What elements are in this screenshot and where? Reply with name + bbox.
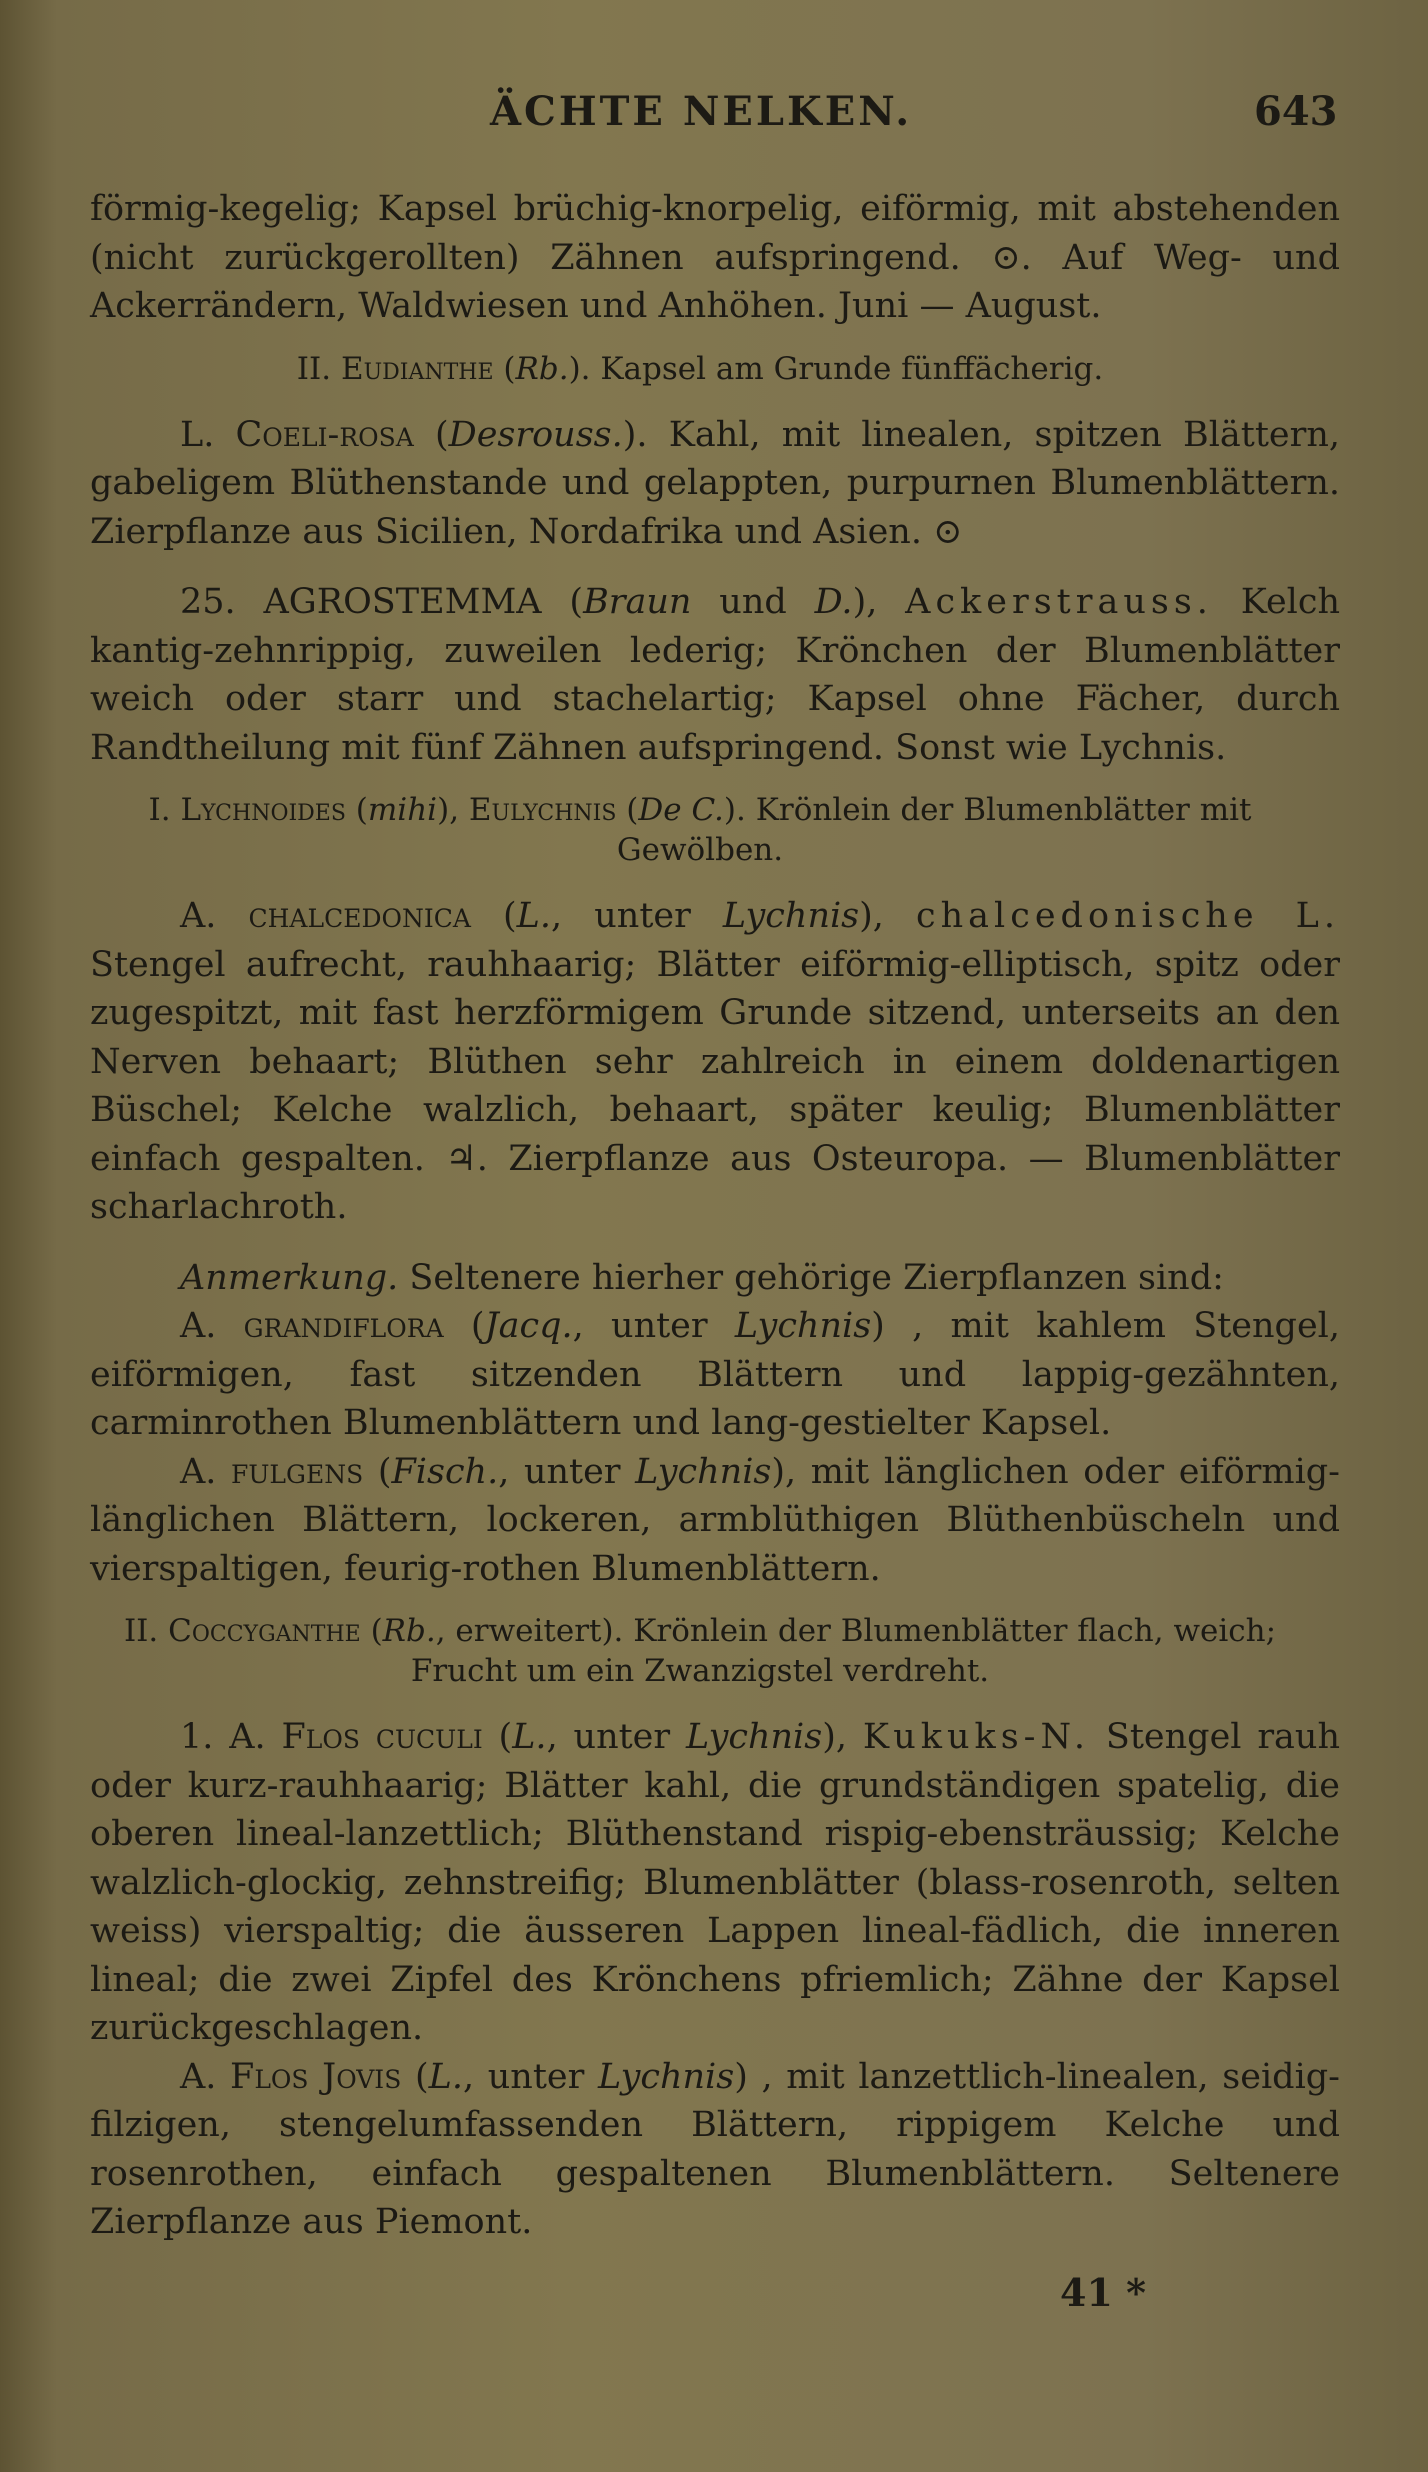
remark-label: Anmerkung.: [180, 1257, 399, 1298]
species-name: L. Coeli-rosa (: [180, 414, 449, 455]
author-abbrev: Rb.: [382, 1613, 436, 1649]
genus-name: 25. AGROSTEMMA (: [180, 582, 584, 622]
genus-ref: Lychnis: [685, 1717, 823, 1757]
author-abbrev: D.: [814, 582, 853, 622]
genus-ref: Lychnis: [722, 896, 860, 936]
entry-flos-jovis: [90, 2053, 1340, 2247]
page-header: [0, 88, 1428, 158]
entry-text: , unter: [546, 1717, 686, 1757]
author-abbrev: L.: [512, 1717, 547, 1757]
heading-text: II. Coccyganthe (: [123, 1613, 383, 1649]
species-name: A. fulgens (: [180, 1451, 392, 1492]
author-abbrev: Desrouss.: [448, 414, 623, 455]
author-abbrev: Fisch.: [391, 1451, 499, 1492]
author-abbrev: Jacq.: [484, 1306, 573, 1346]
genus-ref: Lychnis: [734, 1306, 872, 1346]
vernacular-name: Kukuks-N.: [862, 1717, 1091, 1757]
paragraph-continuation: förmig-kegelig; Kapsel brüchig-knorpelig, eiförmig, mit abstehenden (nicht zurückgerollten) Zähnen aufspringend. ⊙. Auf Weg- und Ackerrändern, Waldwiesen und Anhöhen. Juni — August.: [90, 189, 1340, 326]
vernacular-name: chalcedonische L.: [916, 896, 1341, 936]
entry-text: , unter: [572, 1306, 735, 1346]
species-name: A. Flos Jovis (: [180, 2056, 429, 2097]
entry-text: ) , mit kahlem Stengel, eiförmigen, fast sitzenden Blättern und lappig-gezähnten, carminrothen Blumenblättern und lang-gestielter Kapsel.: [90, 1306, 1340, 1443]
heading-text: ). Krönlein der Blumenblätter mit Gewölben.: [616, 792, 1252, 868]
species-name: A. grandiflora (: [180, 1306, 485, 1346]
genus-ref: Lychnis: [597, 2056, 735, 2097]
entry-text: ) , mit lanzettlich-linealen, seidig-filzigen, stengelumfassenden Blättern, rippigem Kelche und rosenrothen, einfach gespaltenen Blumenblättern. Seltenere Zierpflanze aus Piemont.: [90, 2056, 1340, 2242]
entry-text: ),: [852, 582, 906, 622]
author-abbrev: mihi: [367, 792, 438, 828]
entry-text: und: [691, 582, 815, 622]
entry-grandiflora: [90, 1302, 1340, 1448]
entry-text: Kelch kantig-zehnrippig, zuweilen lederig; Krönchen der Blumenblätter weich oder starr und stachelartig; Kapsel ohne Fächer, durch Randtheilung mit fünf Zähnen aufspringend. Sonst wie Lychnis.: [90, 582, 1341, 768]
entry-flos-cuculi: [90, 1713, 1340, 2053]
section-heading-eudianthe: [90, 349, 1310, 389]
running-title: ÄCHTE NELKEN.: [490, 88, 913, 135]
author-abbrev: Rb.: [515, 350, 569, 387]
entry-text: Stengel rauh oder kurz-rauhhaarig; Blätter kahl, die grundständigen spatelig, die oberen lineal-lanzettlich; Blüthenstand rispig-ebensträussig; Kelche walzlich-glockig, zehnstreifig; Blumenblätter (blass-rosenroth, selten weiss) vierspaltig; die äusseren Lappen lineal-fädlich, die inneren lineal; die zwei Zipfel des Krönchens pfriemlich; Zähne der Kapsel zurückgeschlagen.: [90, 1717, 1340, 2048]
vernacular-name: Ackerstrauss.: [905, 582, 1213, 622]
heading-text: II. Eudianthe (: [296, 350, 516, 387]
author-abbrev: Braun: [583, 582, 692, 622]
heading-text: ), Eulychnis (: [437, 792, 639, 828]
species-name: A. chalcedonica (: [180, 896, 517, 936]
entry-text: , unter: [498, 1451, 636, 1492]
author-abbrev: L.: [516, 896, 552, 936]
heading-text: ). Kapsel am Grunde fünffächerig.: [568, 350, 1104, 387]
author-abbrev: De C.: [638, 792, 724, 828]
heading-text: I. Lychnoides (: [148, 792, 368, 828]
entry-fulgens: [90, 1448, 1340, 1594]
page-number: 643: [1254, 88, 1338, 135]
remark: [90, 1254, 1340, 1303]
heading-text: , erweitert). Krönlein der Blumenblätter flach, weich; Frucht um ein Zwanzigstel verdreht.: [410, 1613, 1277, 1689]
remark-text: Seltenere hierher gehörige Zierpflanzen sind:: [398, 1257, 1224, 1298]
signature-mark: 41 *: [1060, 2270, 1146, 2315]
entry-text: ), mit länglichen oder eiförmig-länglichen Blättern, lockeren, armblüthigen Blüthenbüscheln und vierspaltigen, feurig-rothen Blumenblättern.: [90, 1451, 1341, 1589]
entry-text: ),: [822, 1717, 863, 1757]
entry-text: ). Kahl, mit linealen, spitzen Blättern, gabeligem Blüthenstande und gelappten, purpurnen Blumenblättern. Zierpflanze aus Sicilien, Nordafrika und Asien. ⊙: [90, 414, 1341, 552]
entry-text: Stengel aufrecht, rauhhaarig; Blätter eiförmig-elliptisch, spitz oder zugespitzt, mit fast herzförmigem Grunde sitzend, unterseits an den Nerven behaart; Blüthen sehr zahlreich in einem doldenartigen Büschel; Kelche walzlich, behaart, später keulig; Blumenblätter einfach gespalten. ♃. Zierpflanze aus Osteuropa. — Blumenblätter scharlachroth.: [90, 944, 1340, 1227]
genus-ref: Lychnis: [635, 1451, 772, 1492]
entry-text: , unter: [462, 2056, 598, 2097]
author-abbrev: L.: [428, 2056, 463, 2097]
section-heading-lychnoides: [90, 790, 1310, 870]
entry-text: , unter: [551, 896, 723, 936]
entry-agrostemma: [90, 578, 1340, 772]
page-body: [90, 185, 1340, 2247]
entry-coeli-rosa: [90, 411, 1340, 557]
entry-chalcedonica: [90, 892, 1340, 1232]
entry-text: ),: [859, 896, 917, 936]
species-name: 1. A. Flos cuculi (: [180, 1717, 513, 1757]
section-heading-coccyganthe: [90, 1611, 1310, 1691]
